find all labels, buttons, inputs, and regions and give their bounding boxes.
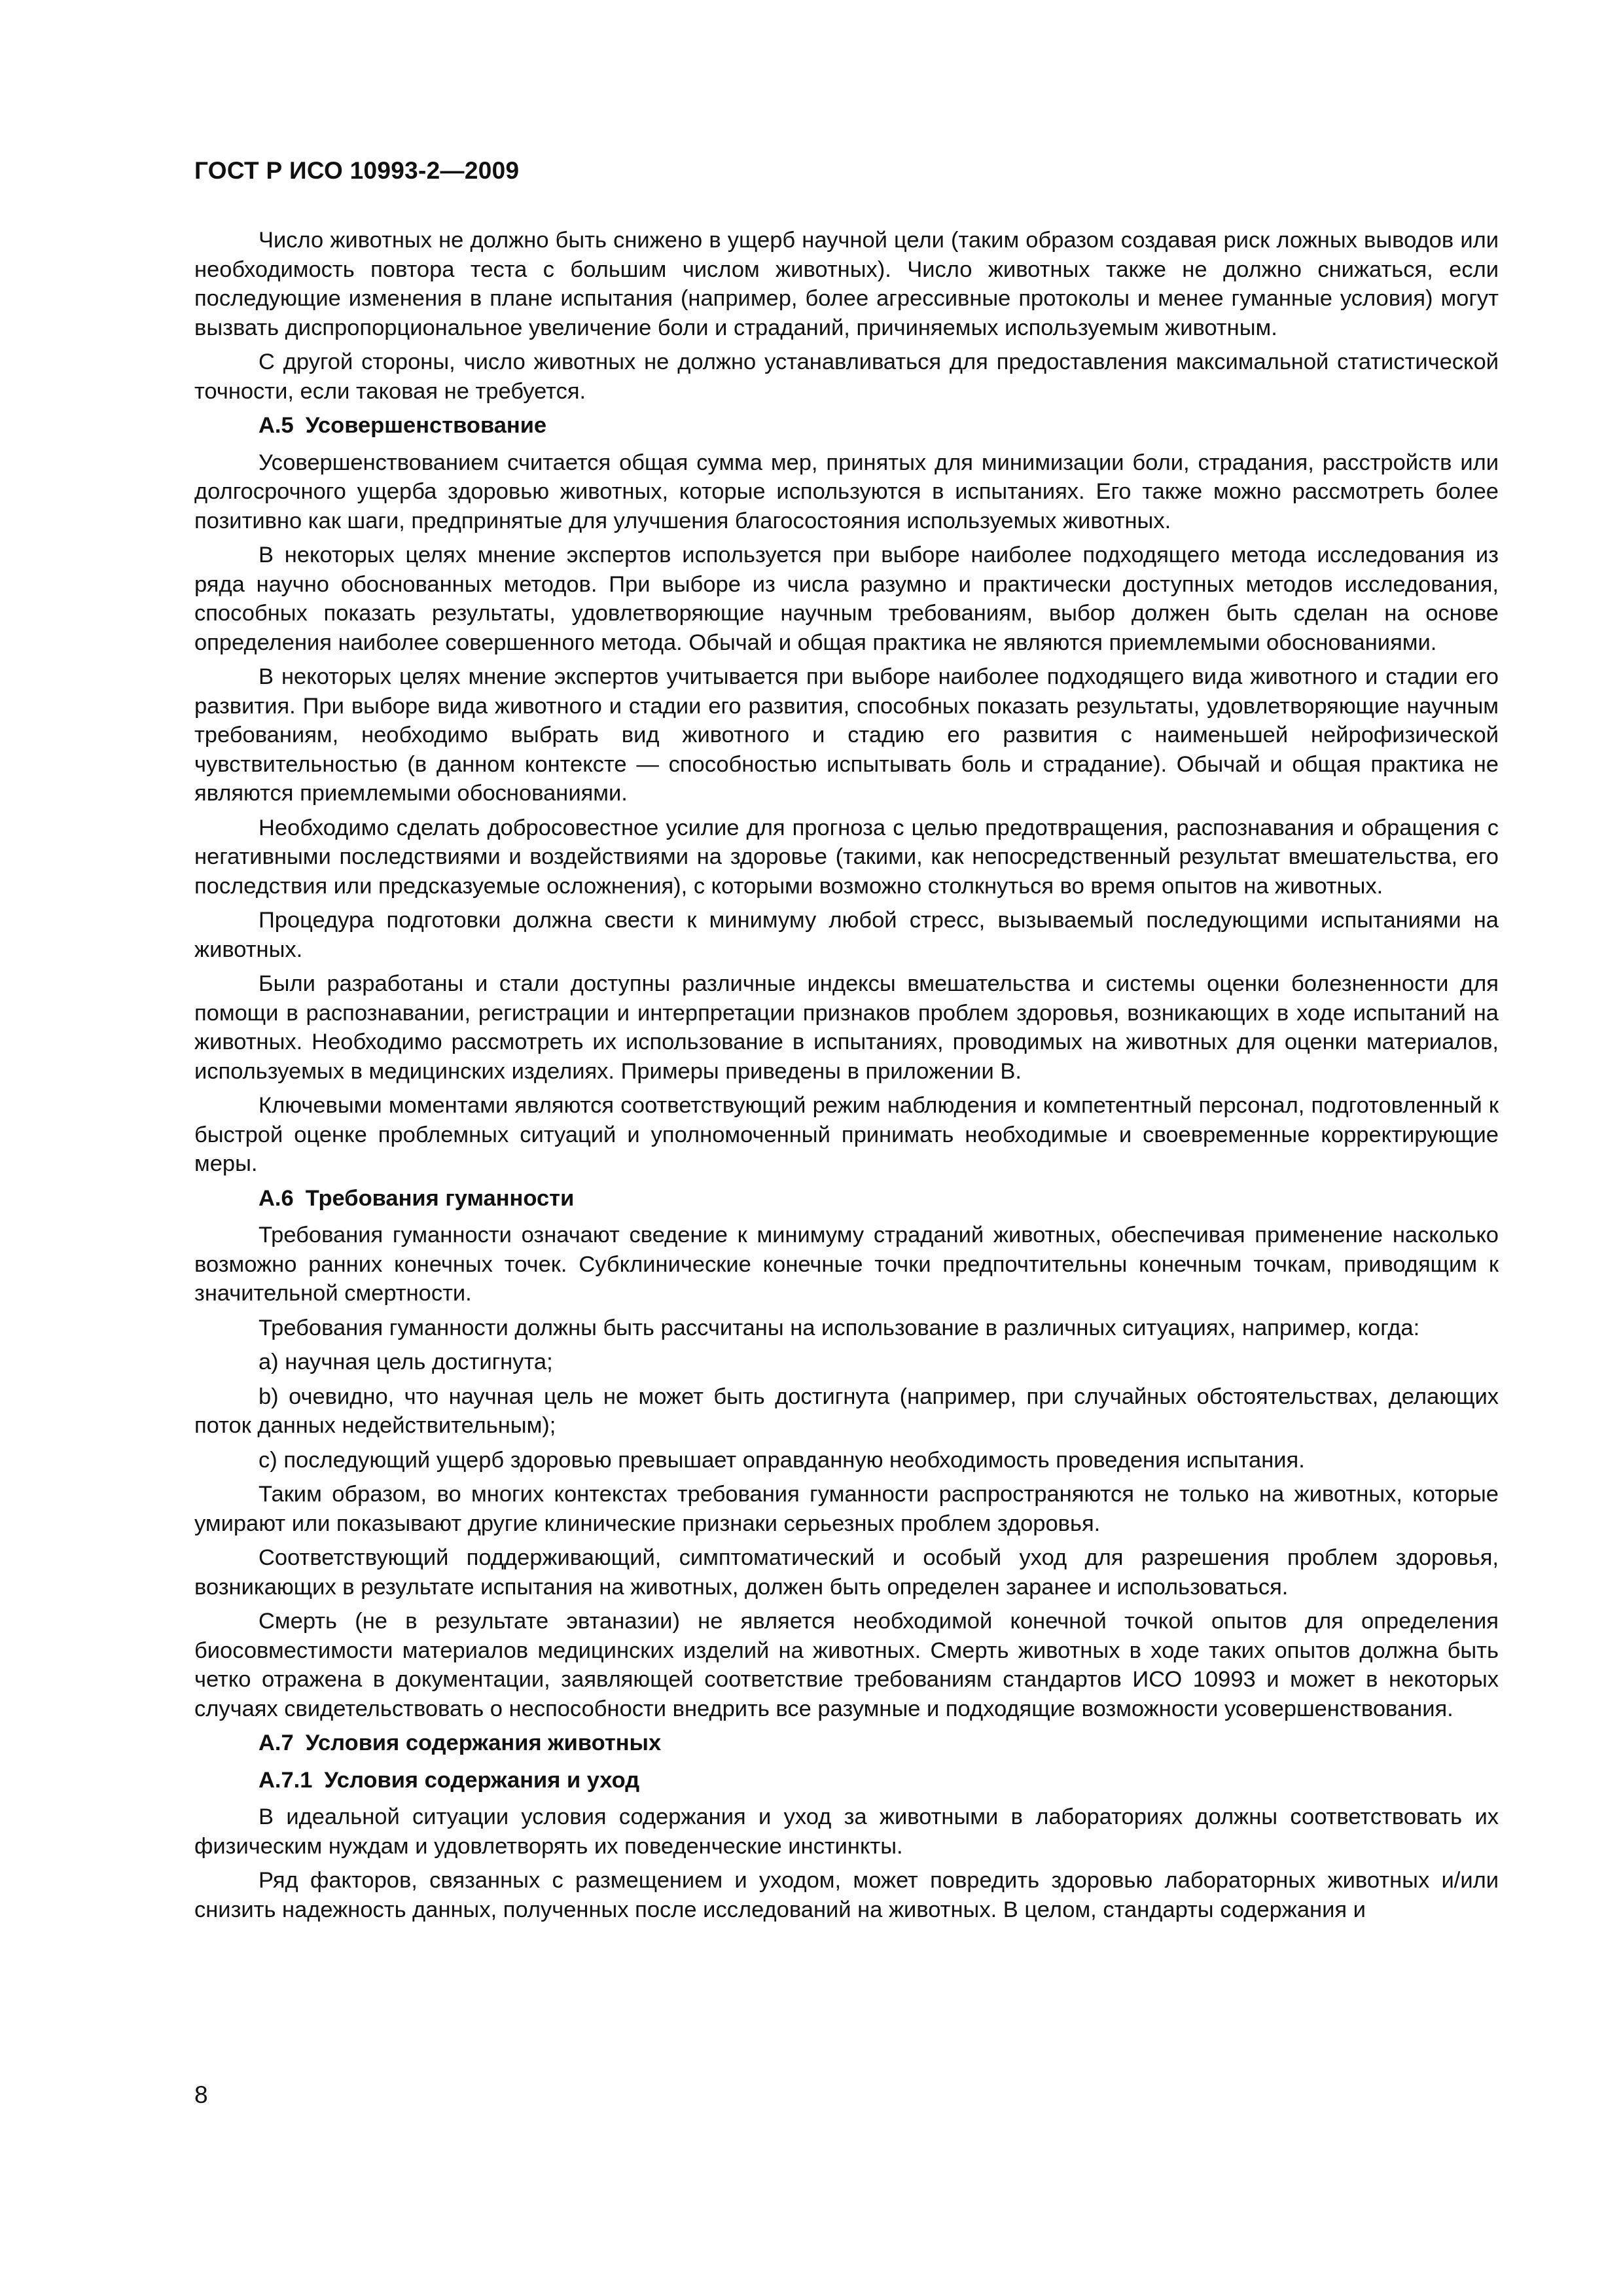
paragraph: Необходимо сделать добросовестное усилие для прогноза с целью предотвращения, распознавания и обращения с негативными последствиями и воздействиями на здоровье (такими, как непосредственный результат вмешательства, его последствия или предсказуемые осложнения), с которыми возможно столкнуться во время опытов на животных. bbox=[194, 815, 1499, 899]
paragraph: Ключевыми моментами являются соответствующий режим наблюдения и компетентный персонал, подготовленный к быстрой оценке проблемных ситуаций и уполномоченный принимать необходимые и своевременные корректирующие меры. bbox=[194, 1093, 1499, 1176]
section-number: А.6 bbox=[259, 1185, 294, 1211]
paragraph: Требования гуманности означают сведение к минимуму страданий животных, обеспечивая применение насколько возможно ранних конечных точек. Субклинические конечные точки предпочтительны конечным точкам, приводящим к значительной смертности. bbox=[194, 1223, 1499, 1306]
paragraph: В некоторых целях мнение экспертов используется при выборе наиболее подходящего метода исследования из ряда научно обоснованных методов. При выборе из числа разумно и практически доступных методов исследования, способных показать результаты, удовлетворяющие научным требованиям, выбор должен быть сделан на основе определения наиболее совершенного метода. Обычай и общая практика не являются приемлемыми обоснованиями. bbox=[194, 543, 1499, 655]
section-number: А.7.1 bbox=[259, 1767, 313, 1793]
list-item: a) научная цель достигнута; bbox=[259, 1350, 553, 1374]
paragraph: В идеальной ситуации условия содержания и уход за животными в лабораториях должны соответствовать их физическим нуждам и удовлетворять их поведенческие инстинкты. bbox=[194, 1804, 1499, 1859]
paragraph: Были разработаны и стали доступны различные индексы вмешательства и системы оценки болезненности для помощи в распознавании, регистрации и интерпретации признаков проблем здоровья, возникающих в ходе испытаний на животных. Необходимо рассмотреть их использование в испытаниях, проводимых на животных для оценки материалов, используемых в медицинских изделиях. Примеры приведены в приложении В. bbox=[194, 971, 1499, 1084]
section-number: А.7 bbox=[259, 1731, 294, 1755]
paragraph: Таким образом, во многих контекстах требования гуманности распространяются не только на животных, которые умирают или показывают другие клинические признаки серьезных проблем здоровья. bbox=[194, 1482, 1499, 1536]
paragraph: Требования гуманности должны быть рассчитаны на использование в различных ситуациях, например, когда: bbox=[259, 1315, 1420, 1340]
paragraph: Число животных не должно быть снижено в ущерб научной цели (таким образом создавая риск ложных выводов или необходимость повтора теста с большим числом животных). Число животных также не должно снижаться, если последующие изменения в плане испытания (например, более агрессивные протоколы и менее гуманные условия) могут вызвать диспропорциональное увеличение боли и страданий, причиняемых используемым животным. bbox=[194, 228, 1499, 340]
paragraph: Смерть (не в результате эвтаназии) не является необходимой конечной точкой опытов для определения биосовместимости материалов медицинских изделий на животных. Смерть животных в ходе таких опытов должна быть четко отражена в документации, заявляющей соответствие требованиям стандартов ИСО 10993 и может в некоторых случаях свидетельствовать о неспособности внедрить все разумные и подходящие возможности усовершенствования. bbox=[194, 1609, 1499, 1721]
section-title: Условия содержания и уход bbox=[324, 1767, 640, 1793]
section-title: Усовершенствование bbox=[305, 413, 547, 438]
section-title: Требования гуманности bbox=[305, 1185, 575, 1211]
section-heading-a6 bbox=[194, 1184, 1499, 1213]
section-title: Условия содержания животных bbox=[305, 1731, 662, 1755]
section-number: А.5 bbox=[259, 413, 294, 438]
paragraph: Усовершенствованием считается общая сумма мер, принятых для минимизации боли, страдания, расстройств или долгосрочного ущерба здоровью животных, которые используются в испытаниях. Его также можно рассмотреть более позитивно как шаги, предпринятые для улучшения благосостояния используемых животных. bbox=[194, 450, 1499, 533]
document-header: ГОСТ Р ИСО 10993-2—2009 bbox=[194, 157, 520, 184]
paragraph: В некоторых целях мнение экспертов учитывается при выборе наиболее подходящего вида животного и стадии его развития. При выборе вида животного и стадии его развития, способных показать результаты, удовлетворяющие научным требованиям, необходимо выбрать вид животного и стадию его развития с наименьшей нейрофизической чувствительностью (в данном контексте — способностью испытывать боль и страдание). Обычай и общая практика не являются приемлемыми обоснованиями. bbox=[194, 664, 1499, 806]
document-body bbox=[194, 226, 1499, 1929]
list-item: c) последующий ущерб здоровью превышает оправданную необходимость проведения испытания. bbox=[259, 1447, 1305, 1473]
paragraph: Ряд факторов, связанных с размещением и уходом, может повредить здоровью лабораторных животных и/или снизить надежность данных, полученных после исследований на животных. В целом, стандарты содержания и bbox=[194, 1868, 1499, 1922]
paragraph: Процедура подготовки должна свести к минимуму любой стресс, вызываемый последующими испытаниями на животных. bbox=[194, 908, 1499, 962]
page-number: 8 bbox=[194, 2081, 208, 2108]
section-heading-a7 bbox=[194, 1729, 1499, 1758]
section-heading-a5 bbox=[194, 411, 1499, 440]
subsection-heading-a71 bbox=[194, 1766, 1499, 1795]
list-item: b) очевидно, что научная цель не может быть достигнута (например, при случайных обстоятельствах, делающих поток данных недействительным); bbox=[194, 1384, 1499, 1438]
paragraph: С другой стороны, число животных не должно устанавливаться для предоставления максимальной статистической точности, если таковая не требуется. bbox=[194, 350, 1499, 404]
paragraph: Соответствующий поддерживающий, симптоматический и особый уход для разрешения проблем здоровья, возникающих в результате испытания на животных, должен быть определен заранее и использоваться. bbox=[194, 1545, 1499, 1600]
